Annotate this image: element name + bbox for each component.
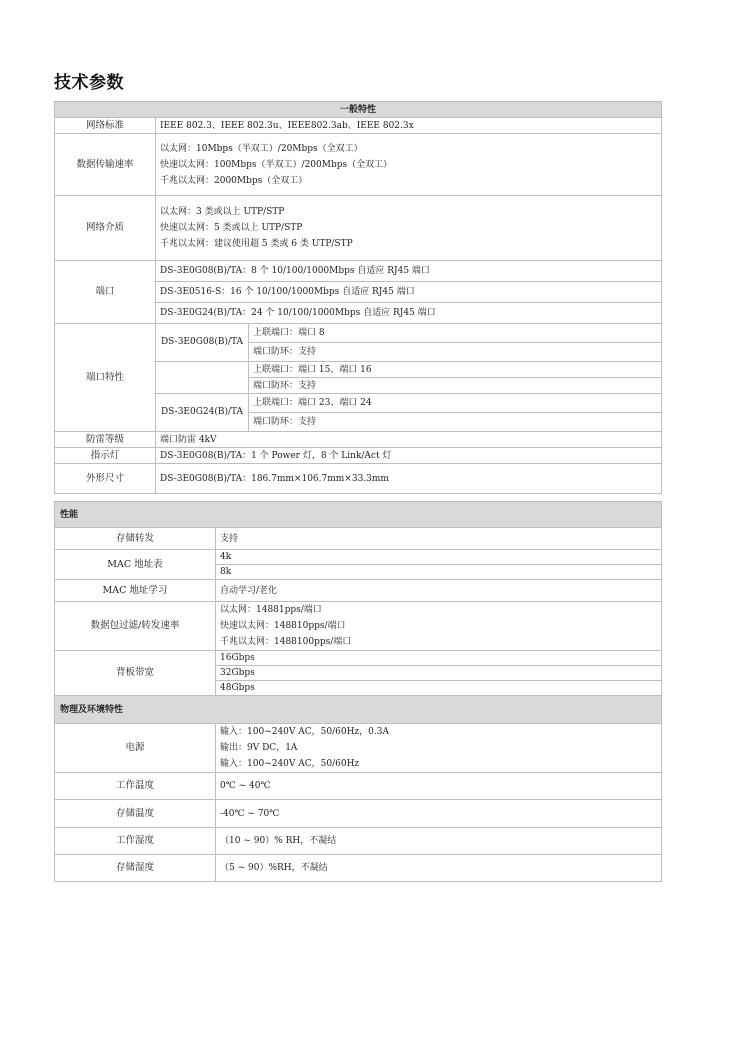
indicator-value: DS-3E0G08(B)/TA：1 个 Power 灯，8 个 Link/Act 灯 (156, 448, 662, 464)
lightning-value: 端口防雷 4kV (156, 432, 662, 448)
forwarding-rate-line: 快速以太网：148810pps/端口 (220, 621, 346, 631)
store-forward-label: 存储转发 (55, 528, 216, 550)
table-row (55, 773, 662, 800)
ports-row-value: DS-3E0G08(B)/TA：8 个 10/100/1000Mbps 自适应 RJ45 端口 (156, 261, 662, 282)
storage-humidity-value: （5 ~ 90）%RH，不凝结 (216, 855, 662, 882)
table-row (55, 196, 662, 261)
store-forward-value: 支持 (216, 528, 662, 550)
loop-protect-value: 端口防环：支持 (249, 413, 662, 432)
table-row (55, 324, 662, 343)
table-row (55, 118, 662, 134)
network-media-line: 千兆以太网：建议使用超 5 类或 6 类 UTP/STP (160, 239, 353, 249)
physical-header: 物理及环境特性 (55, 696, 662, 724)
data-rate-line: 以太网：10Mbps（半双工）/20Mbps（全双工） (160, 143, 363, 154)
mac-table-value: 8k (216, 565, 662, 580)
lightning-label: 防雷等级 (55, 432, 156, 448)
port-features-label: 端口特性 (55, 324, 156, 432)
port-features-model: DS-3E0G24(B)/TA (156, 394, 249, 432)
dimensions-label: 外形尺寸 (55, 464, 156, 494)
backplane-label: 背板带宽 (55, 651, 216, 696)
network-media-line: 快速以太网：5 类或以上 UTP/STP (160, 223, 303, 233)
backplane-value: 16Gbps (216, 651, 662, 666)
storage-temp-value: -40℃ ~ 70℃ (216, 800, 662, 828)
op-humidity-value: （10 ~ 90）% RH，不凝结 (216, 828, 662, 855)
dimensions-value: DS-3E0G08(B)/TA：186.7mm×106.7mm×33.3mm (156, 464, 662, 494)
table-row (55, 550, 662, 565)
data-rate-value (156, 134, 662, 196)
table-row (55, 828, 662, 855)
table-row (55, 602, 662, 651)
backplane-value: 48Gbps (216, 681, 662, 696)
op-humidity-label: 工作湿度 (55, 828, 216, 855)
ports-row-value: DS-3E0516-S：16 个 10/100/1000Mbps 自适应 RJ45 端口 (156, 282, 662, 303)
network-standard-label: 网络标准 (55, 118, 156, 134)
power-label: 电源 (55, 724, 216, 773)
network-media-line: 以太网：3 类或以上 UTP/STP (160, 207, 285, 217)
network-media-label: 网络介质 (55, 196, 156, 261)
data-rate-label: 数据传输速率 (55, 134, 156, 196)
power-line: 输入：100~240V AC，50/60Hz，0.3A (220, 727, 389, 737)
general-specs-header: 一般特性 (55, 102, 662, 118)
uplink-port-value: 上联端口：端口 23、端口 24 (249, 394, 662, 413)
table-row (55, 134, 662, 196)
table-row (55, 432, 662, 448)
data-rate-line: 千兆以太网：2000Mbps（全双工） (160, 175, 308, 186)
power-line: 输出：9V DC，1A (220, 743, 298, 753)
data-rate-line: 快速以太网：100Mbps（半双工）/200Mbps（全双工） (160, 159, 393, 170)
port-features-model (156, 362, 249, 394)
loop-protect-value: 端口防环：支持 (249, 378, 662, 394)
mac-learning-value: 自动学习/老化 (216, 580, 662, 602)
forwarding-rate-line: 千兆以太网：1488100pps/端口 (220, 637, 352, 647)
op-temp-value: 0℃ ~ 40℃ (216, 773, 662, 800)
storage-temp-label: 存储温度 (55, 800, 216, 828)
table-row (55, 448, 662, 464)
forwarding-rate-label: 数据包过滤/转发速率 (55, 602, 216, 651)
table-row (55, 464, 662, 494)
performance-header: 性能 (55, 502, 662, 528)
indicator-label: 指示灯 (55, 448, 156, 464)
forwarding-rate-value (216, 602, 662, 651)
table-row (55, 651, 662, 666)
table-row (55, 855, 662, 882)
mac-table-value: 4k (216, 550, 662, 565)
network-standard-value: IEEE 802.3、IEEE 802.3u、IEEE802.3ab、IEEE 802.3x (156, 118, 662, 134)
table-row (55, 261, 662, 282)
performance-table (54, 501, 662, 696)
ports-label: 端口 (55, 261, 156, 324)
table-row (55, 800, 662, 828)
ports-row-value: DS-3E0G24(B)/TA：24 个 10/100/1000Mbps 自适应 RJ45 端口 (156, 303, 662, 324)
storage-humidity-label: 存储湿度 (55, 855, 216, 882)
table-row (55, 580, 662, 602)
uplink-port-value: 上联端口：端口 15、端口 16 (249, 362, 662, 378)
physical-table (54, 695, 662, 882)
page-title: 技术参数 (54, 73, 124, 93)
port-features-model: DS-3E0G08(B)/TA (156, 324, 249, 362)
power-value (216, 724, 662, 773)
mac-table-label: MAC 地址表 (55, 550, 216, 580)
loop-protect-value: 端口防环：支持 (249, 343, 662, 362)
network-media-value (156, 196, 662, 261)
uplink-port-value: 上联端口：端口 8 (249, 324, 662, 343)
forwarding-rate-line: 以太网：14881pps/端口 (220, 605, 322, 615)
power-line: 输入：100~240V AC，50/60Hz (220, 759, 360, 769)
op-temp-label: 工作温度 (55, 773, 216, 800)
backplane-value: 32Gbps (216, 666, 662, 681)
mac-learning-label: MAC 地址学习 (55, 580, 216, 602)
table-row (55, 724, 662, 773)
table-row (55, 528, 662, 550)
general-specs-table (54, 101, 662, 494)
